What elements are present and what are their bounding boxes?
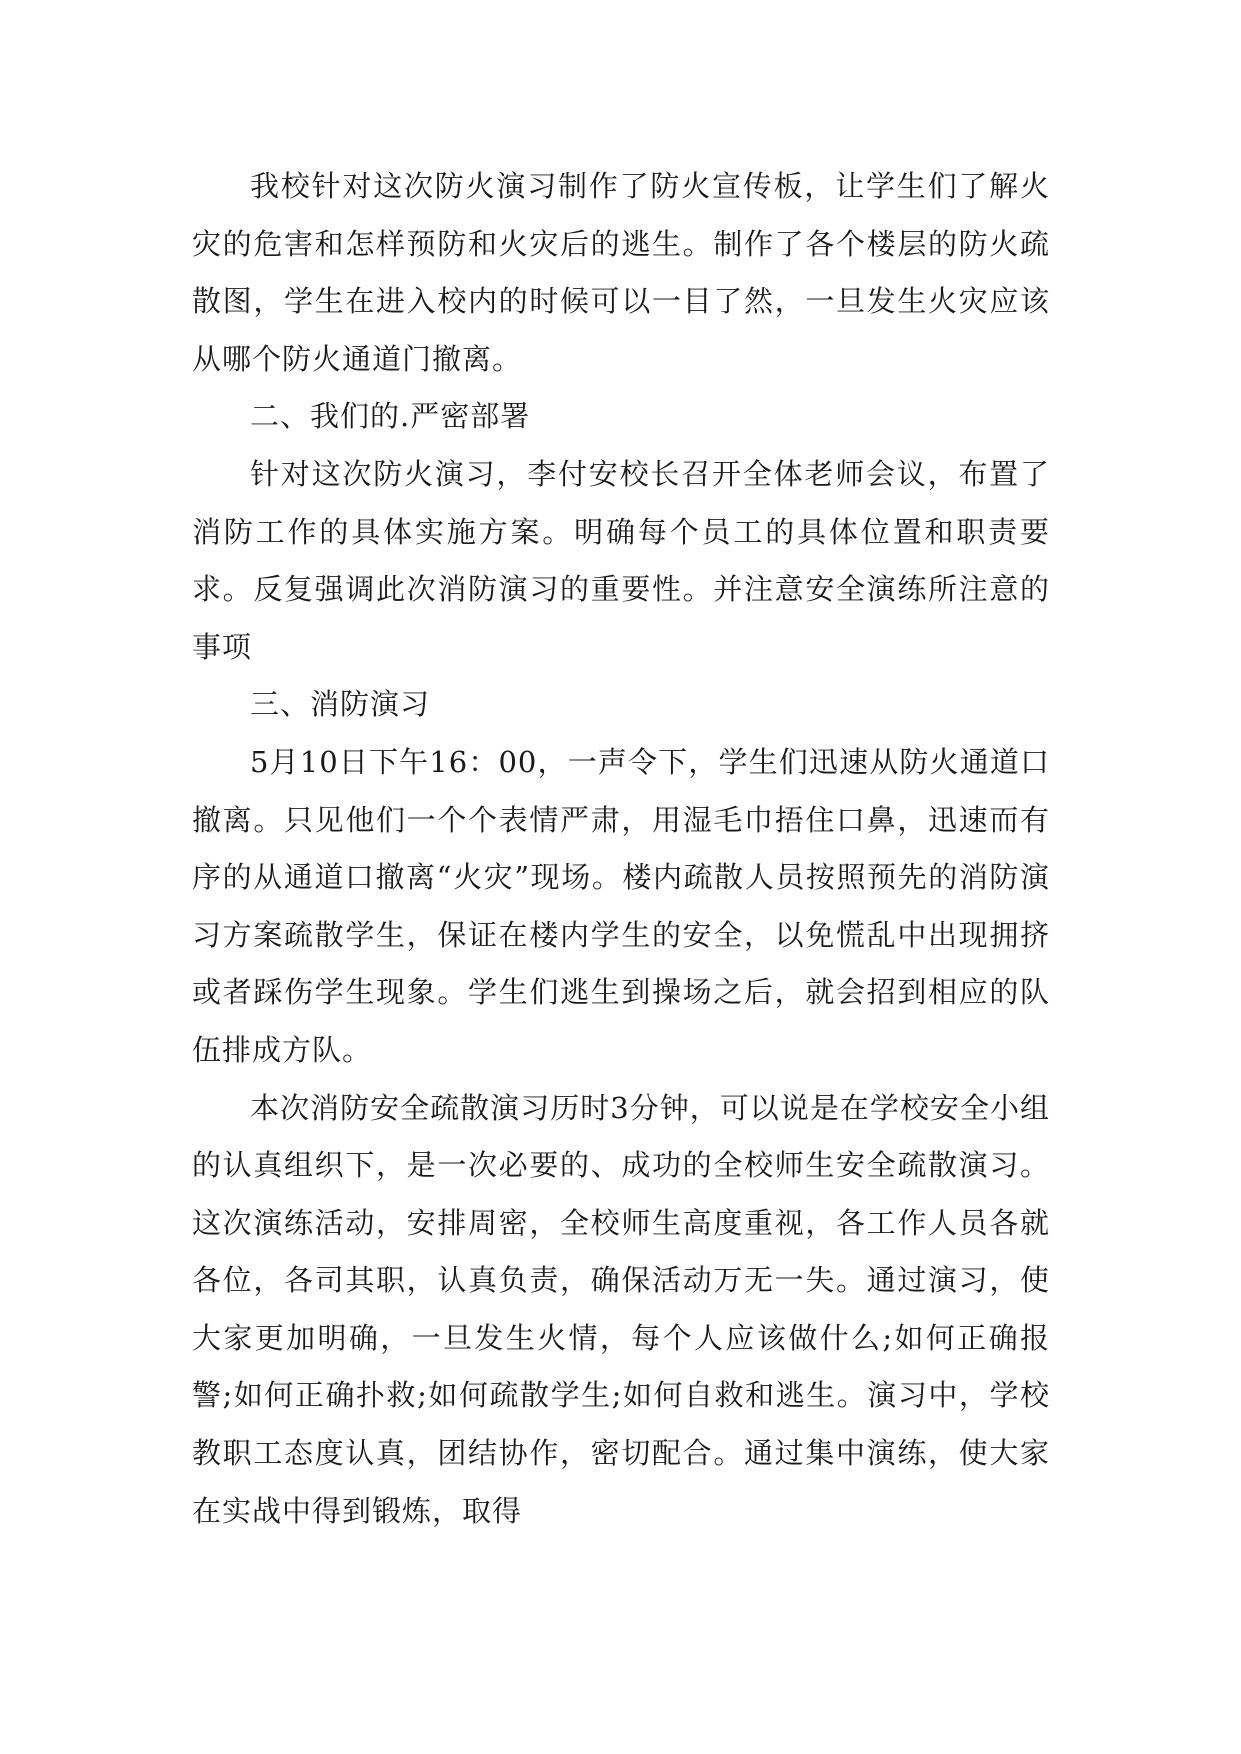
paragraph-drill-process: 5月10日下午16：00，一声令下，学生们迅速从防火通道口撤离。只见他们一个个表情严肃，用湿毛巾捂住口鼻，迅速而有序的从通道口撤离“火灾”现场。楼内疏散人员按照预先的消防演习方案疏散学生，保证在楼内学生的安全，以免慌乱中出现拥挤或者踩伤学生现象。学生们逃生到操场之后，就会招到相应的队伍排成方队。	[192, 744, 1050, 1067]
section-heading-deployment: 二、我们的.严密部署	[250, 399, 531, 434]
section-heading-drill: 三、消防演习	[250, 687, 431, 722]
document-body	[192, 158, 1050, 1540]
paragraph-publicity-board: 我校针对这次防火演习制作了防火宣传板，让学生们了解火灾的危害和怎样预防和火灾后的逃生。制作了各个楼层的防火疏散图，学生在进入校内的时候可以一目了然，一旦发生火灾应该从哪个防火通道门撤离。	[192, 169, 1050, 376]
paragraph-deployment: 针对这次防火演习，李付安校长召开全体老师会议，布置了消防工作的具体实施方案。明确每个员工的具体位置和职责要求。反复强调此次消防演习的重要性。并注意安全演练所注意的事项	[192, 456, 1050, 664]
paragraph-drill-summary: 本次消防安全疏散演习历时3分钟，可以说是在学校安全小组的认真组织下，是一次必要的、成功的全校师生安全疏散演习。这次演练活动，安排周密，全校师生高度重视，各工作人员各就各位，各司其职，认真负责，确保活动万无一失。通过演习，使大家更加明确，一旦发生火情，每个人应该做什么;如何正确报警;如何正确扑救;如何疏散学生;如何自救和逃生。演习中，学校教职工态度认真，团结协作，密切配合。通过集中演练，使大家在实战中得到锻炼，取得	[192, 1090, 1050, 1528]
